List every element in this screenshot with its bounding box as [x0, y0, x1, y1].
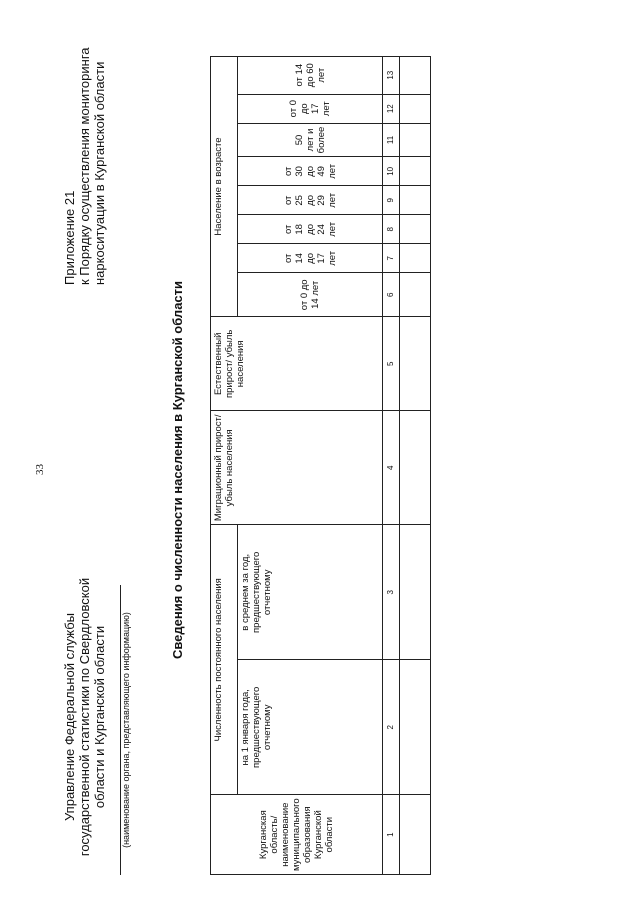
- column-number: 1: [383, 795, 400, 875]
- column-number: 7: [383, 244, 400, 273]
- appendix-line: к Порядку осуществления мониторинга: [77, 47, 92, 285]
- column-number: 12: [383, 94, 400, 123]
- column-number: 13: [383, 56, 400, 94]
- header-jan1: на 1 января года, предшествующего отчетному: [238, 660, 383, 795]
- table-cell: [400, 186, 431, 215]
- header-age-50-plus: 50 лет и более: [238, 123, 383, 157]
- header-permanent-population: Численность постоянного населения: [211, 525, 238, 795]
- table-cell: [400, 215, 431, 244]
- appendix-line: Приложение 21: [62, 190, 77, 285]
- header-age-0-17: от 0 до 17 лет: [238, 94, 383, 123]
- page-number: 33: [34, 464, 46, 475]
- sender-caption: (наименование органа, представляющего информацию): [121, 612, 131, 848]
- column-number: 4: [383, 411, 400, 525]
- header-region: Курганская область/ наименование муниципального образования Курганской области: [211, 795, 383, 875]
- table-cell: [400, 273, 431, 317]
- column-number-row: [383, 56, 400, 874]
- table-cell: [400, 660, 431, 795]
- column-number: 6: [383, 273, 400, 317]
- column-number: 11: [383, 123, 400, 157]
- header-age-30-49: от 30 до 49 лет: [238, 157, 383, 186]
- header-annual-average: в среднем за год, предшествующего отчетному: [238, 525, 383, 660]
- appendix-line: наркоситуации в Курганской области: [92, 61, 107, 285]
- header-age-14-60: от 14 до 60 лет: [238, 56, 383, 94]
- sender-organization: [62, 567, 107, 867]
- header-age-group: Население в возрасте: [211, 56, 238, 317]
- table-cell: [400, 94, 431, 123]
- sender-line: государственной статистики по Свердловской: [77, 577, 92, 857]
- column-number: 3: [383, 525, 400, 660]
- table-cell: [400, 56, 431, 94]
- document-title: Сведения о численности населения в Курганской области: [170, 280, 185, 660]
- column-number: 8: [383, 215, 400, 244]
- header-age-18-24: от 18 до 24 лет: [238, 215, 383, 244]
- appendix-note: [62, 15, 107, 285]
- table-row: [400, 56, 431, 874]
- table-cell: [400, 157, 431, 186]
- column-number: 5: [383, 317, 400, 411]
- table-cell: [400, 411, 431, 525]
- sender-line: области и Курганской области: [92, 625, 107, 809]
- column-number: 10: [383, 157, 400, 186]
- table-cell: [400, 795, 431, 875]
- header-migration: Миграционный прирост/ убыль населения: [211, 411, 383, 525]
- population-table: [210, 56, 431, 875]
- column-number: 2: [383, 660, 400, 795]
- table-cell: [400, 525, 431, 660]
- header-age-0-14: от 0 до 14 лет: [238, 273, 383, 317]
- column-number: 9: [383, 186, 400, 215]
- sender-line: Управление Федеральной службы: [62, 613, 77, 821]
- header-age-25-29: от 25 до 29 лет: [238, 186, 383, 215]
- table-cell: [400, 317, 431, 411]
- header-age-14-17: от 14 до 17 лет: [238, 244, 383, 273]
- header-natural-growth: Естественный прирост/ убыль населения: [211, 317, 383, 411]
- table-cell: [400, 123, 431, 157]
- table-cell: [400, 244, 431, 273]
